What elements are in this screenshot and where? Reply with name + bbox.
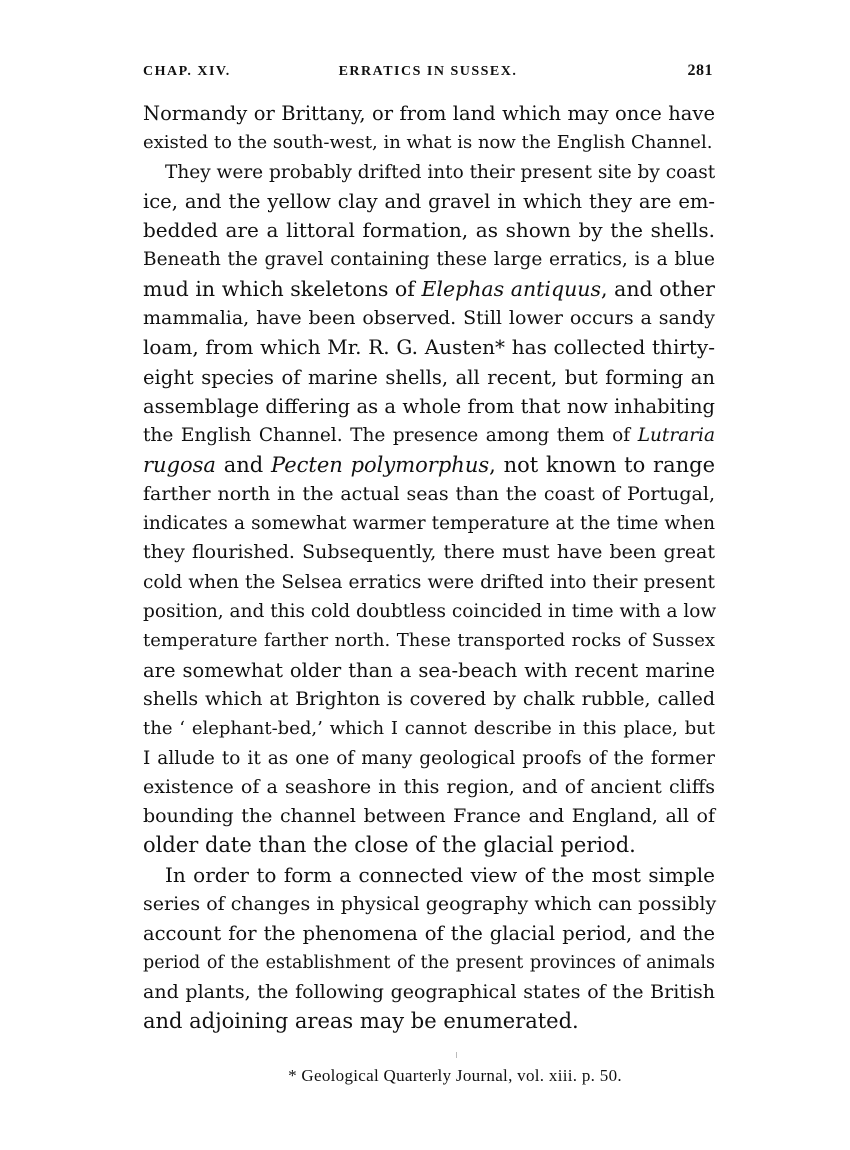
text-line: existence of a seashore in this region, and of ancient cliffs bbox=[143, 775, 715, 798]
text-line: Normandy or Brittany, or from land which may once have bbox=[143, 102, 715, 125]
text-line: assemblage differing as a whole from that now inhabiting bbox=[143, 394, 715, 418]
body-text bbox=[143, 99, 715, 1037]
text-line: existed to the south-west, in what is now the English Channel. bbox=[143, 132, 713, 154]
chapter-label: CHAP. XIV. bbox=[143, 64, 231, 79]
text-line: They were probably drifted into their present site by coast bbox=[165, 161, 716, 183]
text-line: farther north in the actual seas than the coast of Portugal, bbox=[143, 482, 715, 505]
text-line: rugosa and Pecten polymorphus, not known to range bbox=[143, 452, 715, 477]
text-line: account for the phenomena of the glacial period, and the bbox=[143, 922, 715, 946]
text-line: Beneath the gravel containing these large erratics, is a blue bbox=[143, 249, 715, 271]
text-line: bounding the channel between France and England, all of bbox=[143, 805, 715, 828]
running-header bbox=[143, 62, 713, 84]
text-line: they flourished. Subsequently, there must have been great bbox=[143, 541, 715, 564]
text-line: eight species of marine shells, all recent, but forming an bbox=[143, 365, 715, 389]
text-line: shells which at Brighton is covered by chalk rubble, called bbox=[143, 687, 715, 710]
text-line: I allude to it as one of many geological proofs of the former bbox=[143, 747, 715, 769]
text-line: temperature farther north. These transported rocks of Sussex bbox=[143, 630, 715, 652]
text-line: cold when the Selsea erratics were drifted into their present bbox=[143, 571, 715, 593]
footnote bbox=[0, 1066, 850, 1086]
text-line: mammalia, have been observed. Still lower occurs a sandy bbox=[143, 307, 715, 330]
text-line: indicates a somewhat warmer temperature at the time when bbox=[143, 513, 715, 535]
running-title: ERRATICS IN SUSSEX. bbox=[338, 64, 518, 79]
text-line: position, and this cold doubtless coincided in time with a low bbox=[143, 601, 717, 623]
text-line: loam, from which Mr. R. G. Austen* has collected thirty- bbox=[143, 335, 715, 360]
text-line: the English Channel. The presence among them of Lutraria bbox=[143, 425, 715, 447]
text-line: older date than the close of the glacial period. bbox=[143, 833, 636, 858]
text-line: mud in which skeletons of Elephas antiquus, and other bbox=[143, 276, 715, 301]
text-line: In order to form a connected view of the most simple bbox=[165, 862, 715, 887]
footnote-text: * Geological Quarterly Journal, vol. xiii. p. 50. bbox=[288, 1066, 622, 1085]
text-line: series of changes in physical geography which can possibly bbox=[143, 893, 717, 916]
text-line: are somewhat older than a sea-beach with recent marine bbox=[143, 658, 715, 682]
text-line: and adjoining areas may be enumerated. bbox=[143, 1009, 579, 1034]
text-line: period of the establishment of the present provinces of animals bbox=[143, 952, 715, 973]
text-line: ice, and the yellow clay and gravel in which they are em- bbox=[143, 189, 715, 213]
page-number: 281 bbox=[687, 62, 713, 79]
footnote-rule bbox=[456, 1052, 457, 1058]
text-line: and plants, the following geographical states of the British bbox=[143, 980, 715, 1003]
text-line: the ‘ elephant-bed,’ which I cannot describe in this place, but bbox=[143, 718, 715, 740]
text-line: bedded are a littoral formation, as shown by the shells. bbox=[143, 218, 715, 243]
